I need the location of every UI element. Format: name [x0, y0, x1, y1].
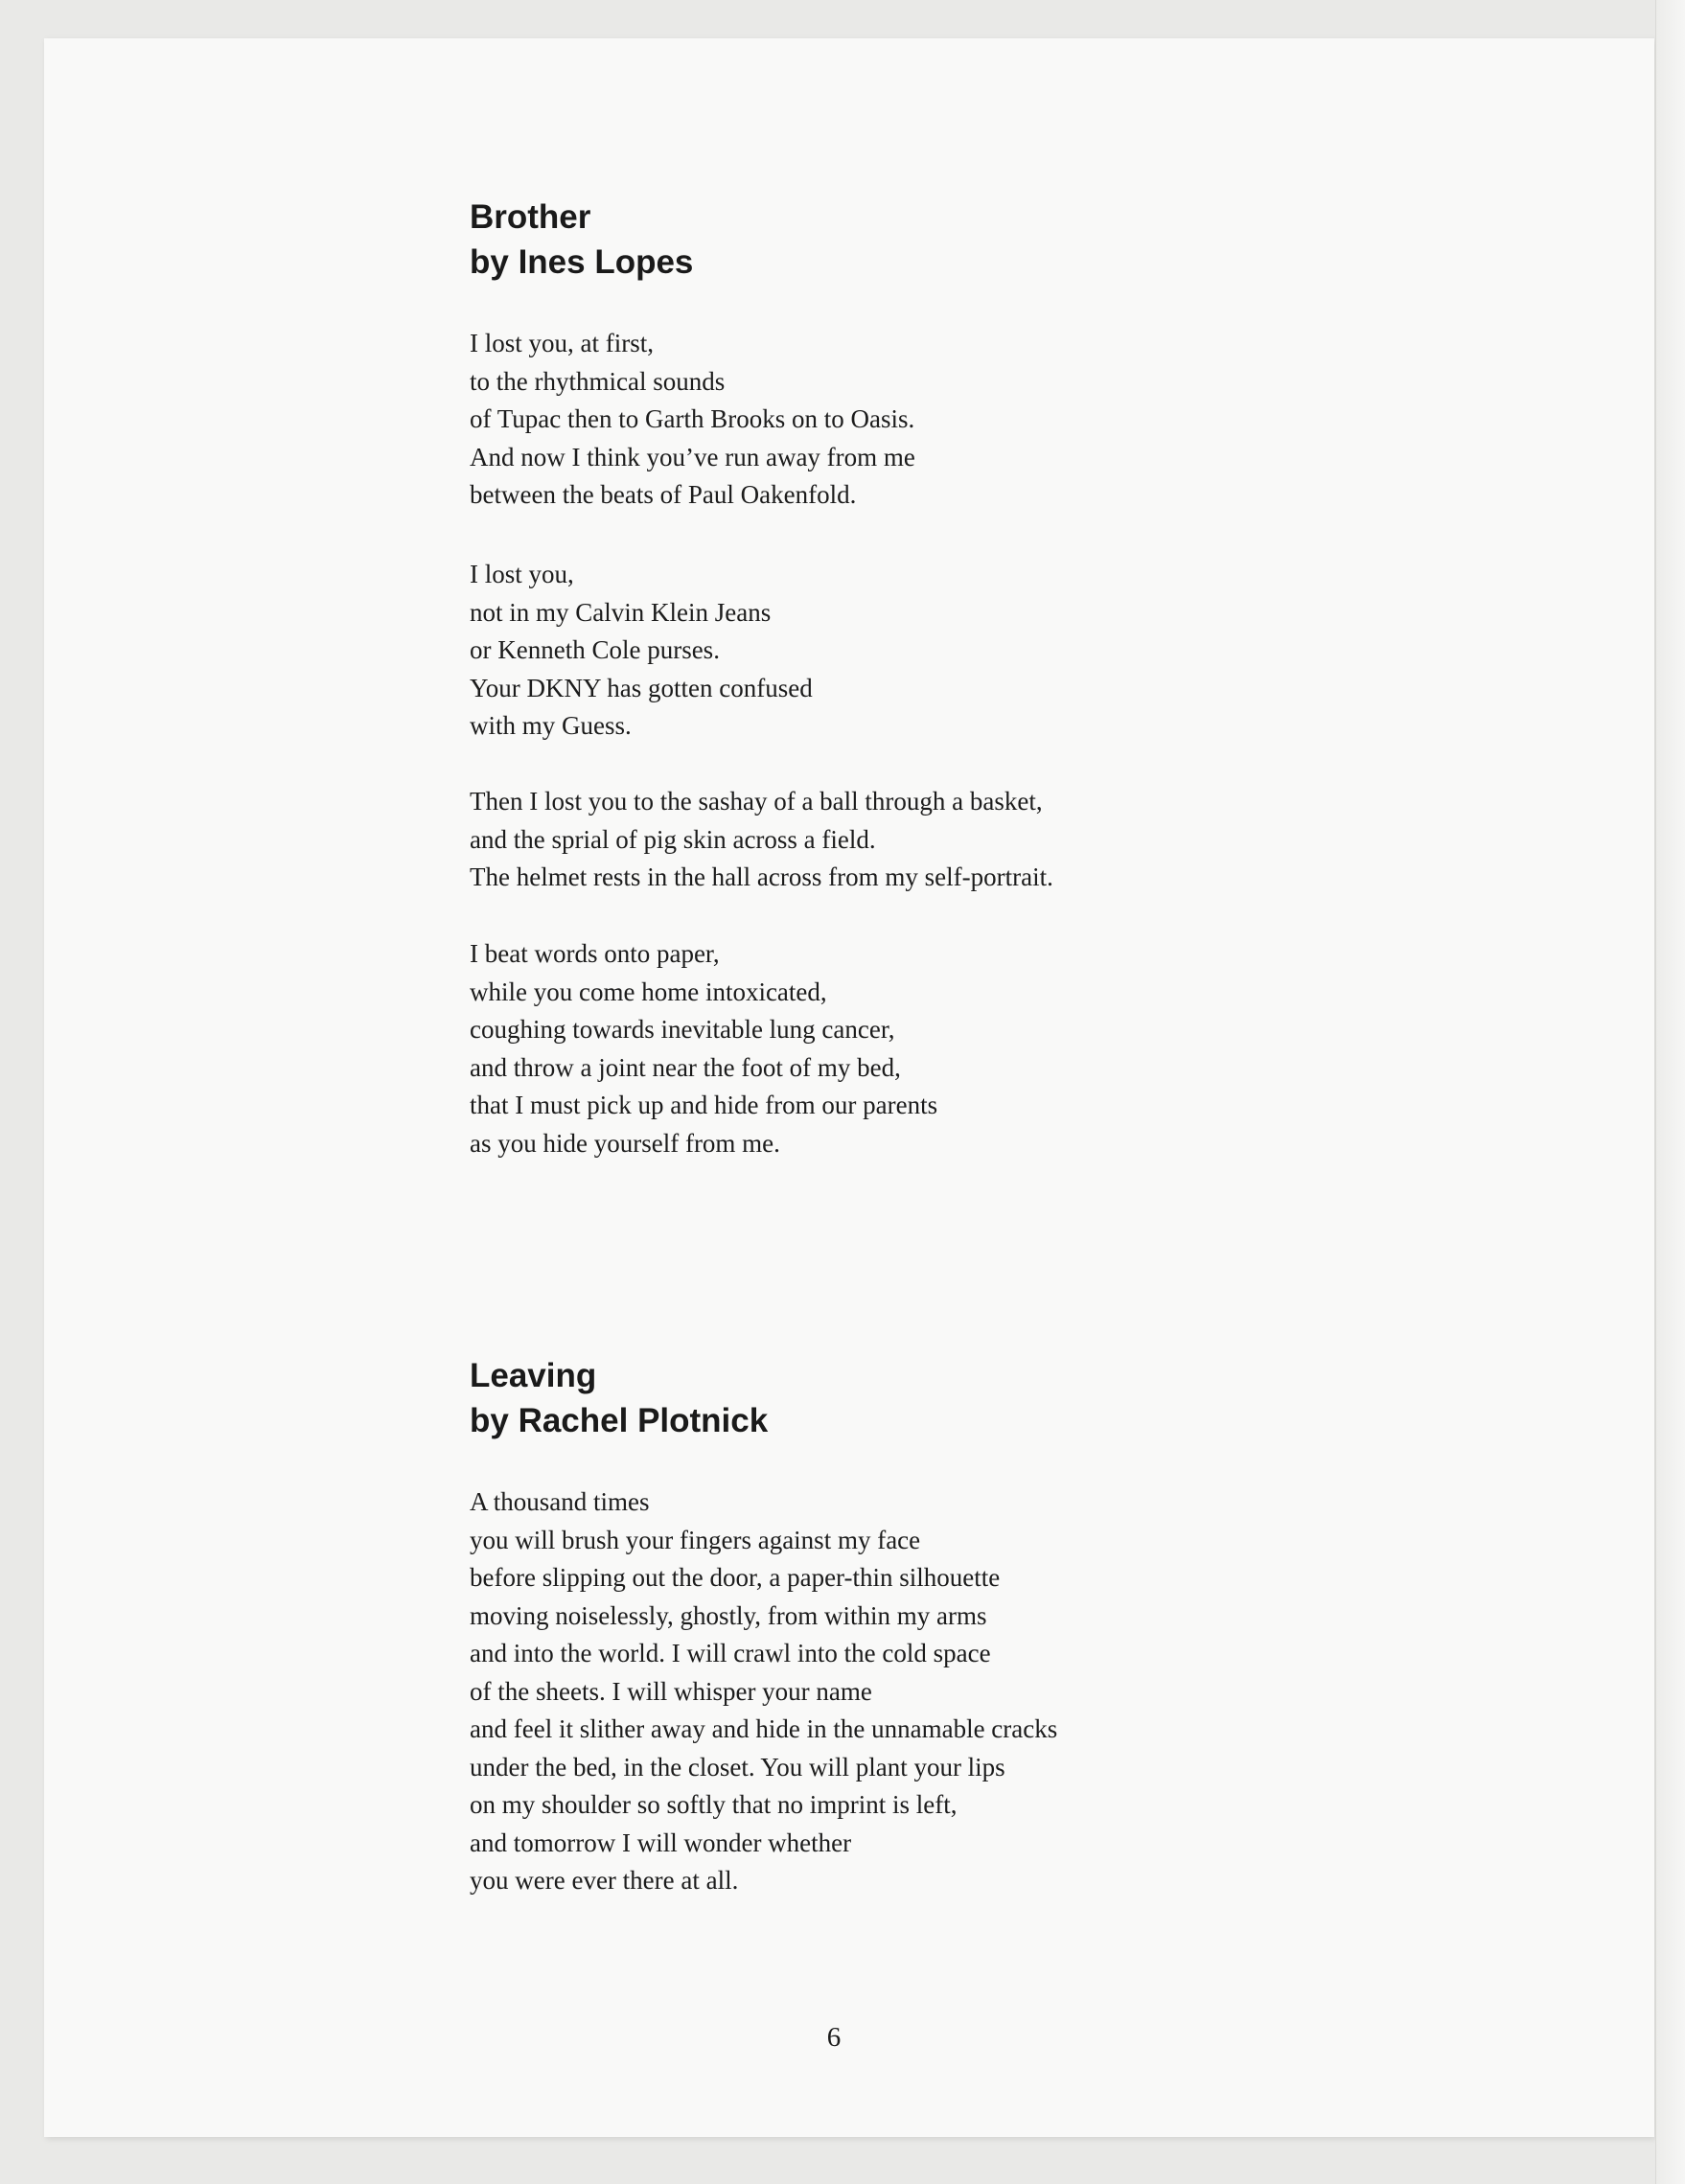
poem-line: and feel it slither away and hide in the unnamable cracks [470, 1714, 1058, 1743]
poem-line: you will brush your fingers against my face [470, 1525, 921, 1554]
poem-line: you were ever there at all. [470, 1866, 739, 1895]
stanza [470, 556, 813, 746]
poem-line: as you hide yourself from me. [470, 1128, 780, 1158]
poem-line: moving noiselessly, ghostly, from within my arms [470, 1600, 987, 1630]
poem-line: I lost you, [470, 560, 574, 588]
poem-line: and throw a joint near the foot of my bed, [470, 1052, 901, 1082]
poem-line: before slipping out the door, a paper-thin silhouette [470, 1563, 1001, 1592]
poem-line: between the beats of Paul Oakenfold. [470, 480, 857, 509]
poem-line: Then I lost you to the sashay of a ball through a basket, [470, 787, 1043, 816]
poem-line: coughing towards inevitable lung cancer, [470, 1015, 895, 1044]
poem-title: Brother [470, 198, 591, 236]
poem-author: by Ines Lopes [470, 243, 694, 281]
poem-leaving-heading [470, 1353, 768, 1443]
poem-line: I lost you, at first, [470, 329, 654, 357]
poem-line: that I must pick up and hide from our parents [470, 1091, 938, 1119]
poem-line: I beat words onto paper, [470, 939, 720, 968]
poem-brother-heading [470, 195, 693, 285]
poem-line: And now I think you’ve run away from me [470, 442, 915, 471]
poem-author: by Rachel Plotnick [470, 1402, 769, 1439]
next-page-edge [1655, 0, 1685, 2184]
poem-line: of Tupac then to Garth Brooks on to Oasis. [470, 404, 915, 433]
poem-line: A thousand times [470, 1487, 650, 1516]
poem-line: while you come home intoxicated, [470, 977, 827, 1006]
poem-line: to the rhythmical sounds [470, 366, 726, 396]
poem-line: or Kenneth Cole purses. [470, 635, 720, 664]
poem-line: under the bed, in the closet. You will plant your lips [470, 1752, 1005, 1782]
stanza [470, 325, 915, 515]
poem-title: Leaving [470, 1357, 597, 1394]
poem-line: The helmet rests in the hall across from my self-portrait. [470, 862, 1053, 891]
poem-line: on my shoulder so softly that no imprint is left, [470, 1790, 958, 1819]
stanza [470, 935, 937, 1162]
stanza [470, 783, 1053, 897]
poem-line: Your DKNY has gotten confused [470, 673, 813, 702]
poem-line: and tomorrow I will wonder whether [470, 1828, 852, 1857]
stanza [470, 1483, 1057, 1900]
poem-line: and the sprial of pig skin across a field. [470, 824, 876, 854]
poem-line: not in my Calvin Klein Jeans [470, 597, 772, 627]
page-number: 6 [826, 2022, 842, 2053]
poem-line: of the sheets. I will whisper your name [470, 1676, 872, 1706]
poem-line: and into the world. I will crawl into the cold space [470, 1639, 991, 1667]
poem-line: with my Guess. [470, 711, 632, 740]
